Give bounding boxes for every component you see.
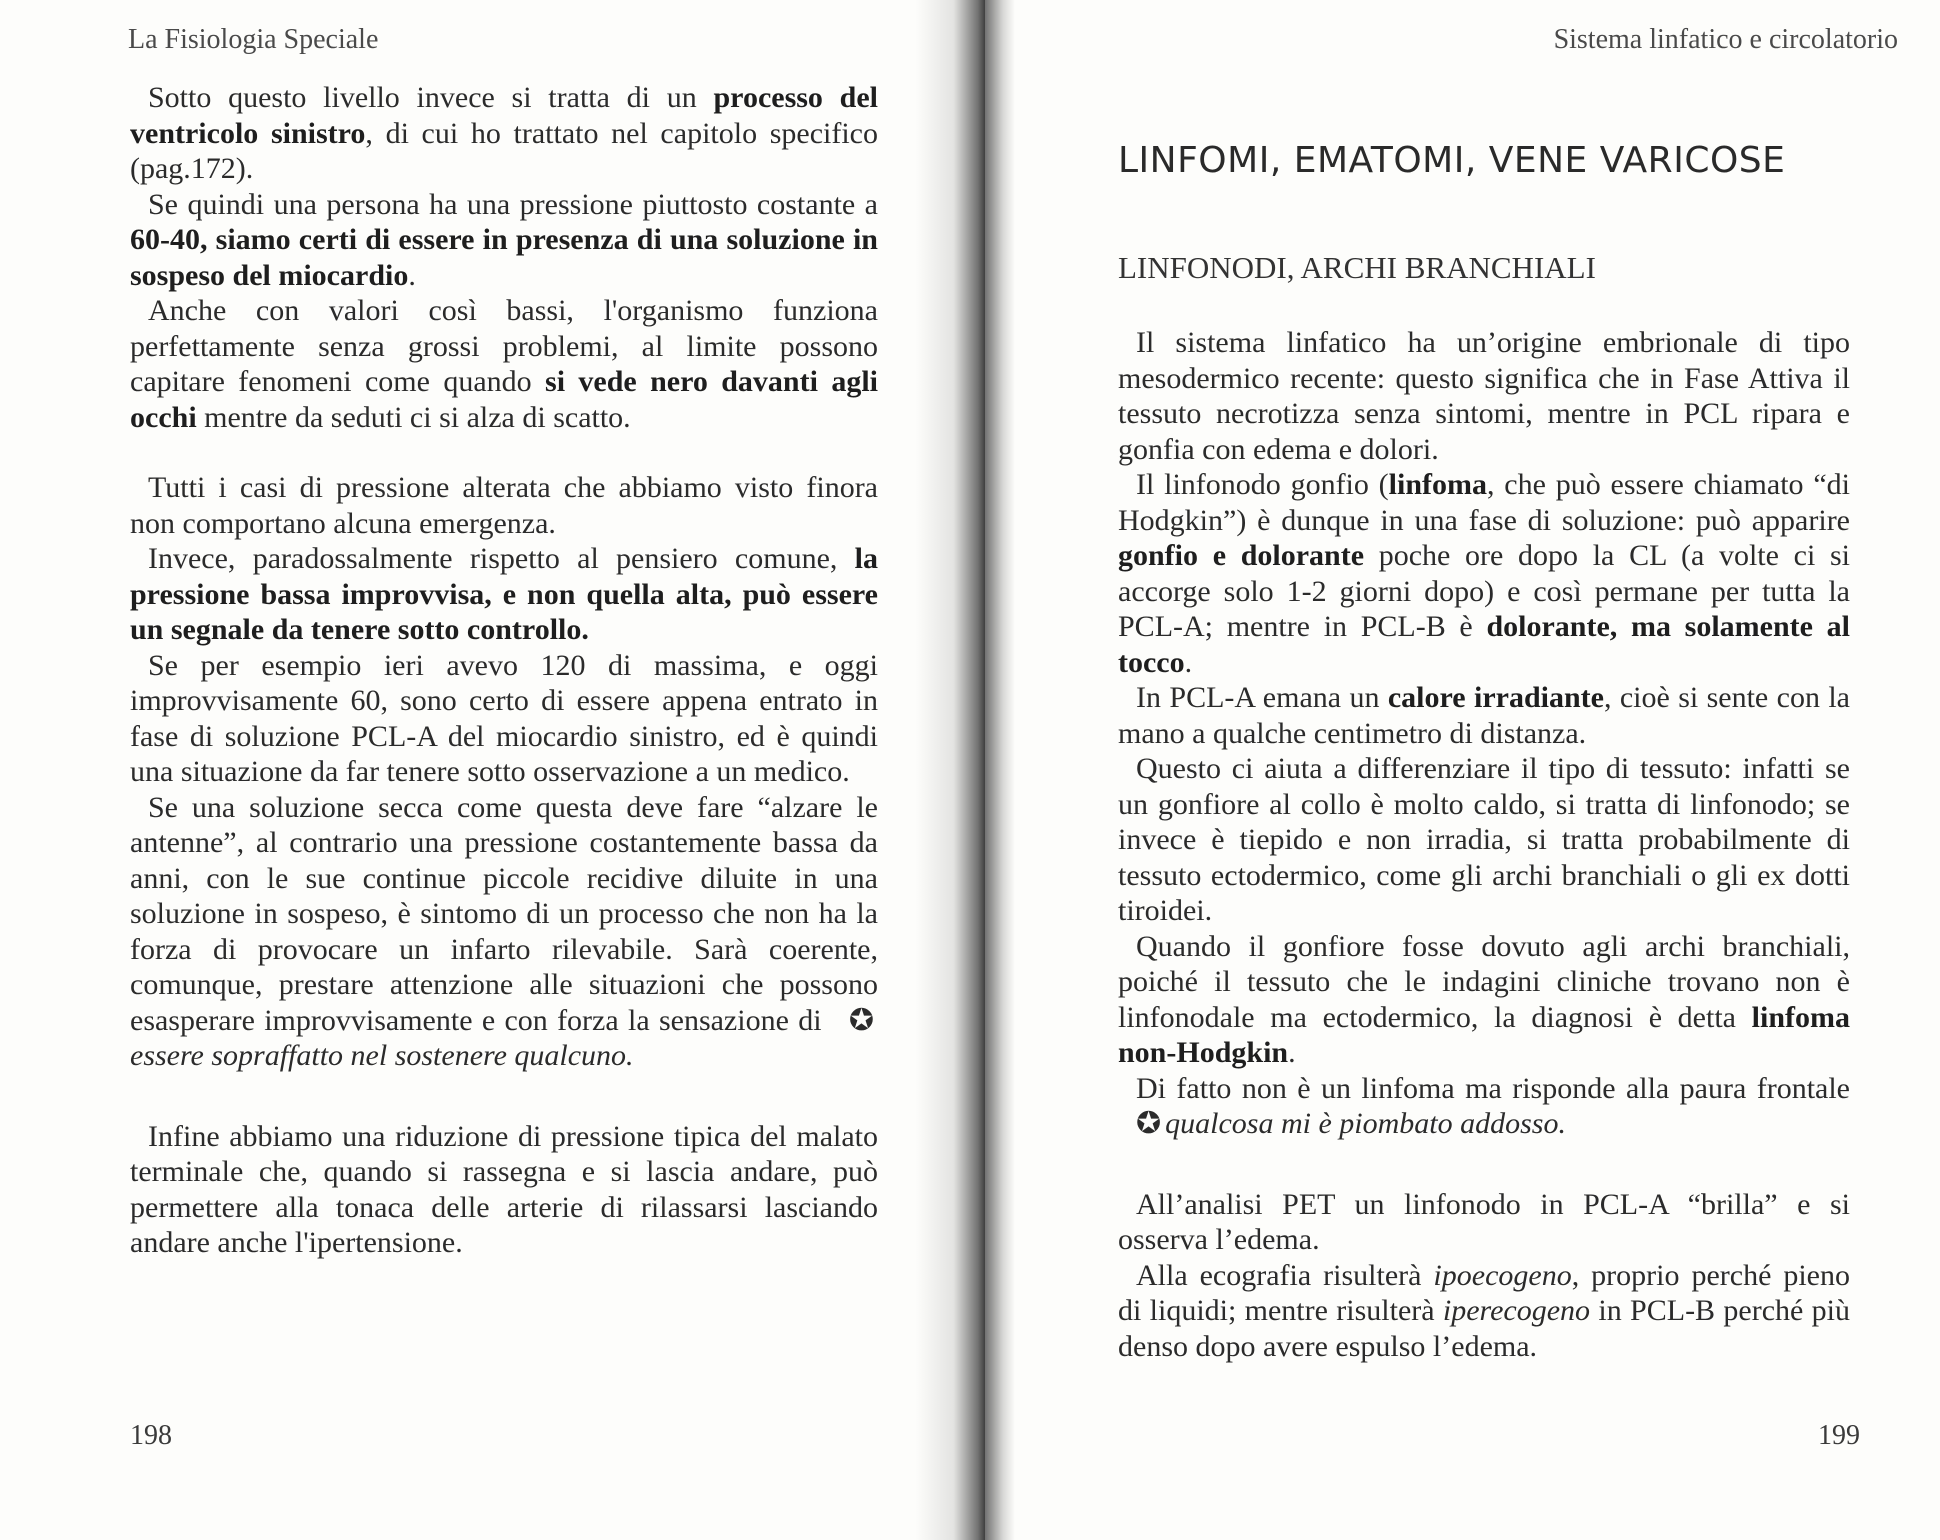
paragraph (130, 470, 878, 541)
bold-text: linfoma non-Hodgkin (1118, 1000, 1850, 1069)
paragraph (130, 648, 878, 790)
text-run: mentre da seduti ci si alza di scatto. (196, 400, 631, 434)
text-run: In PCL-A emana un (1136, 681, 1388, 714)
text-run: . (408, 258, 416, 292)
text-run: Se una soluzione secca come questa deve fare “alzare le antenne”, al contrario una pressione costantemente bassa da anni, con le sue continue piccole recidive diluite in una soluzione in sospeso, è sintomo di un processo che non ha la forza di provocare un infarto rilevabile. Sarà coerente, comunque, prestare attenzione alle situazioni che possono esasperare improvvisamente e con forza la sensazione di (130, 790, 878, 1037)
paragraph (130, 790, 878, 1074)
running-head: Sistema linfatico e circolatorio (1553, 24, 1898, 55)
text-run: Di fatto non è un linfoma ma risponde alla paura frontale (1136, 1071, 1850, 1105)
star-marker-icon: ✪ (1136, 1107, 1162, 1140)
text-run: in PCL-B perché più denso dopo avere espulso l’edema. (1118, 1294, 1850, 1363)
italic-text: qualcosa mi è piombato addosso. (1165, 1107, 1566, 1140)
body-text (1118, 325, 1850, 1364)
paragraph (130, 187, 878, 294)
gutter-shadow (985, 0, 1015, 1540)
chapter-title: LINFOMI, EMATOMI, VENE VARICOSE (1118, 140, 1786, 181)
text-run: Il sistema linfatico ha un’origine embrionale di tipo mesodermico recente: questo significa che in Fase Attiva il tessuto necrotizza senza sintomi, mentre in PCL ripara e gonfia con edema e dolori. (1118, 326, 1850, 466)
page-number: 199 (1818, 1420, 1860, 1451)
bold-text: linfoma (1388, 468, 1488, 501)
text-run: Sotto questo livello invece si tratta di un (148, 81, 714, 114)
section-title: LINFONODI, ARCHI BRANCHIALI (1118, 250, 1596, 285)
text-run: . (1288, 1036, 1296, 1069)
text-run: Il linfonodo gonfio ( (1136, 468, 1389, 501)
italic-text: ipoecogeno (1433, 1258, 1572, 1292)
paragraph (1118, 1071, 1850, 1142)
text-run: Anche con valori così bassi, l'organismo funziona perfettamente senza grossi problemi, al limite possono capitare fenomeni come quando (130, 294, 878, 398)
text-run: , cioè si sente con la mano a qualche centimetro di distanza. (1118, 681, 1850, 750)
paragraph (1118, 929, 1850, 1071)
text-run: All’analisi PET un linfonodo in PCL-A “brilla” e si osserva l’edema. (1118, 1187, 1850, 1256)
bold-text: si vede nero davanti agli occhi (130, 365, 878, 434)
text-run: Se per esempio ieri avevo 120 di massima, e oggi improvvisamente 60, sono certo di essere appena entrato in fase di soluzione PCL-A del miocardio sinistro, ed è quindi una situazione da far tenere sotto osservazione a un medico. (130, 648, 878, 788)
paragraph (1118, 1258, 1850, 1365)
text-run: , di cui ho trattato nel capitolo specifico (pag.172). (130, 116, 879, 185)
paragraph (1118, 1187, 1850, 1258)
bold-text: 60-40, siamo certi di essere in presenza di una soluzione in sospeso del miocardio (130, 223, 878, 292)
bold-text: la pressione bassa improvvisa, e non quella alta, può essere un segnale da tenere sotto controllo. (130, 542, 878, 646)
text-run: Invece, paradossalmente rispetto al pensiero comune, (148, 542, 855, 575)
paragraph (1118, 751, 1850, 929)
paragraph (130, 293, 878, 435)
paragraph (1118, 680, 1850, 751)
paragraph (130, 541, 878, 648)
bold-text: gonfio e dolorante (1118, 539, 1365, 572)
text-run: Infine abbiamo una riduzione di pressione tipica del malato terminale che, quando si rassegna e si lascia andare, può permettere alla tonaca delle arterie di rilassarsi lasciando andare anche l'ipertensione. (130, 1119, 878, 1259)
page-number: 198 (130, 1420, 172, 1451)
text-run: Tutti i casi di pressione alterata che abbiamo visto finora non comportano alcuna emergenza. (130, 471, 878, 540)
bold-text: dolorante, ma solamente al tocco (1118, 610, 1850, 679)
star-marker-icon: ✪ (848, 1003, 874, 1037)
text-run: Alla ecografia risulterà (1136, 1258, 1434, 1292)
paragraph (130, 80, 878, 187)
text-run: , proprio perché pieno di liquidi; mentre risulterà (1118, 1258, 1850, 1327)
italic-text: essere sopraffatto nel sostenere qualcuno. (130, 1039, 634, 1072)
bold-text: processo del ventricolo sinistro (130, 81, 878, 150)
bold-text: calore irradiante (1387, 681, 1604, 714)
text-run: Questo ci aiuta a differenziare il tipo di tessuto: infatti se un gonfiore al collo è molto caldo, si tratta di linfonodo; se invece è tiepido e non irradia, si tratta probabilmente di tessuto ectodermico, come gli archi branchiali o gli ex dotti tiroidei. (1118, 752, 1850, 927)
text-run: , che può essere chiamato “di Hodgkin”) è dunque in una fase di soluzione: può apparire (1118, 468, 1850, 537)
paragraph (1118, 467, 1850, 680)
italic-text: iperecogeno (1442, 1294, 1591, 1327)
right-page (985, 0, 1940, 1540)
text-run: poche ore dopo la CL (a volte ci si accorge solo 1-2 giorni dopo) e così permane per tutta la PCL-A; mentre in PCL-B è (1118, 539, 1850, 643)
text-run: Quando il gonfiore fosse dovuto agli archi branchiali, poiché il tessuto che le indagini cliniche trovano non è linfonodale ma ectodermico, la diagnosi è detta (1118, 929, 1850, 1034)
body-text (130, 80, 878, 1261)
text-run: . (1184, 645, 1193, 679)
text-run: Se quindi una persona ha una pressione piuttosto costante a (148, 187, 878, 221)
paragraph (130, 1119, 878, 1261)
gutter-shadow (915, 0, 985, 1540)
paragraph (1118, 325, 1850, 467)
running-head: La Fisiologia Speciale (128, 24, 379, 55)
